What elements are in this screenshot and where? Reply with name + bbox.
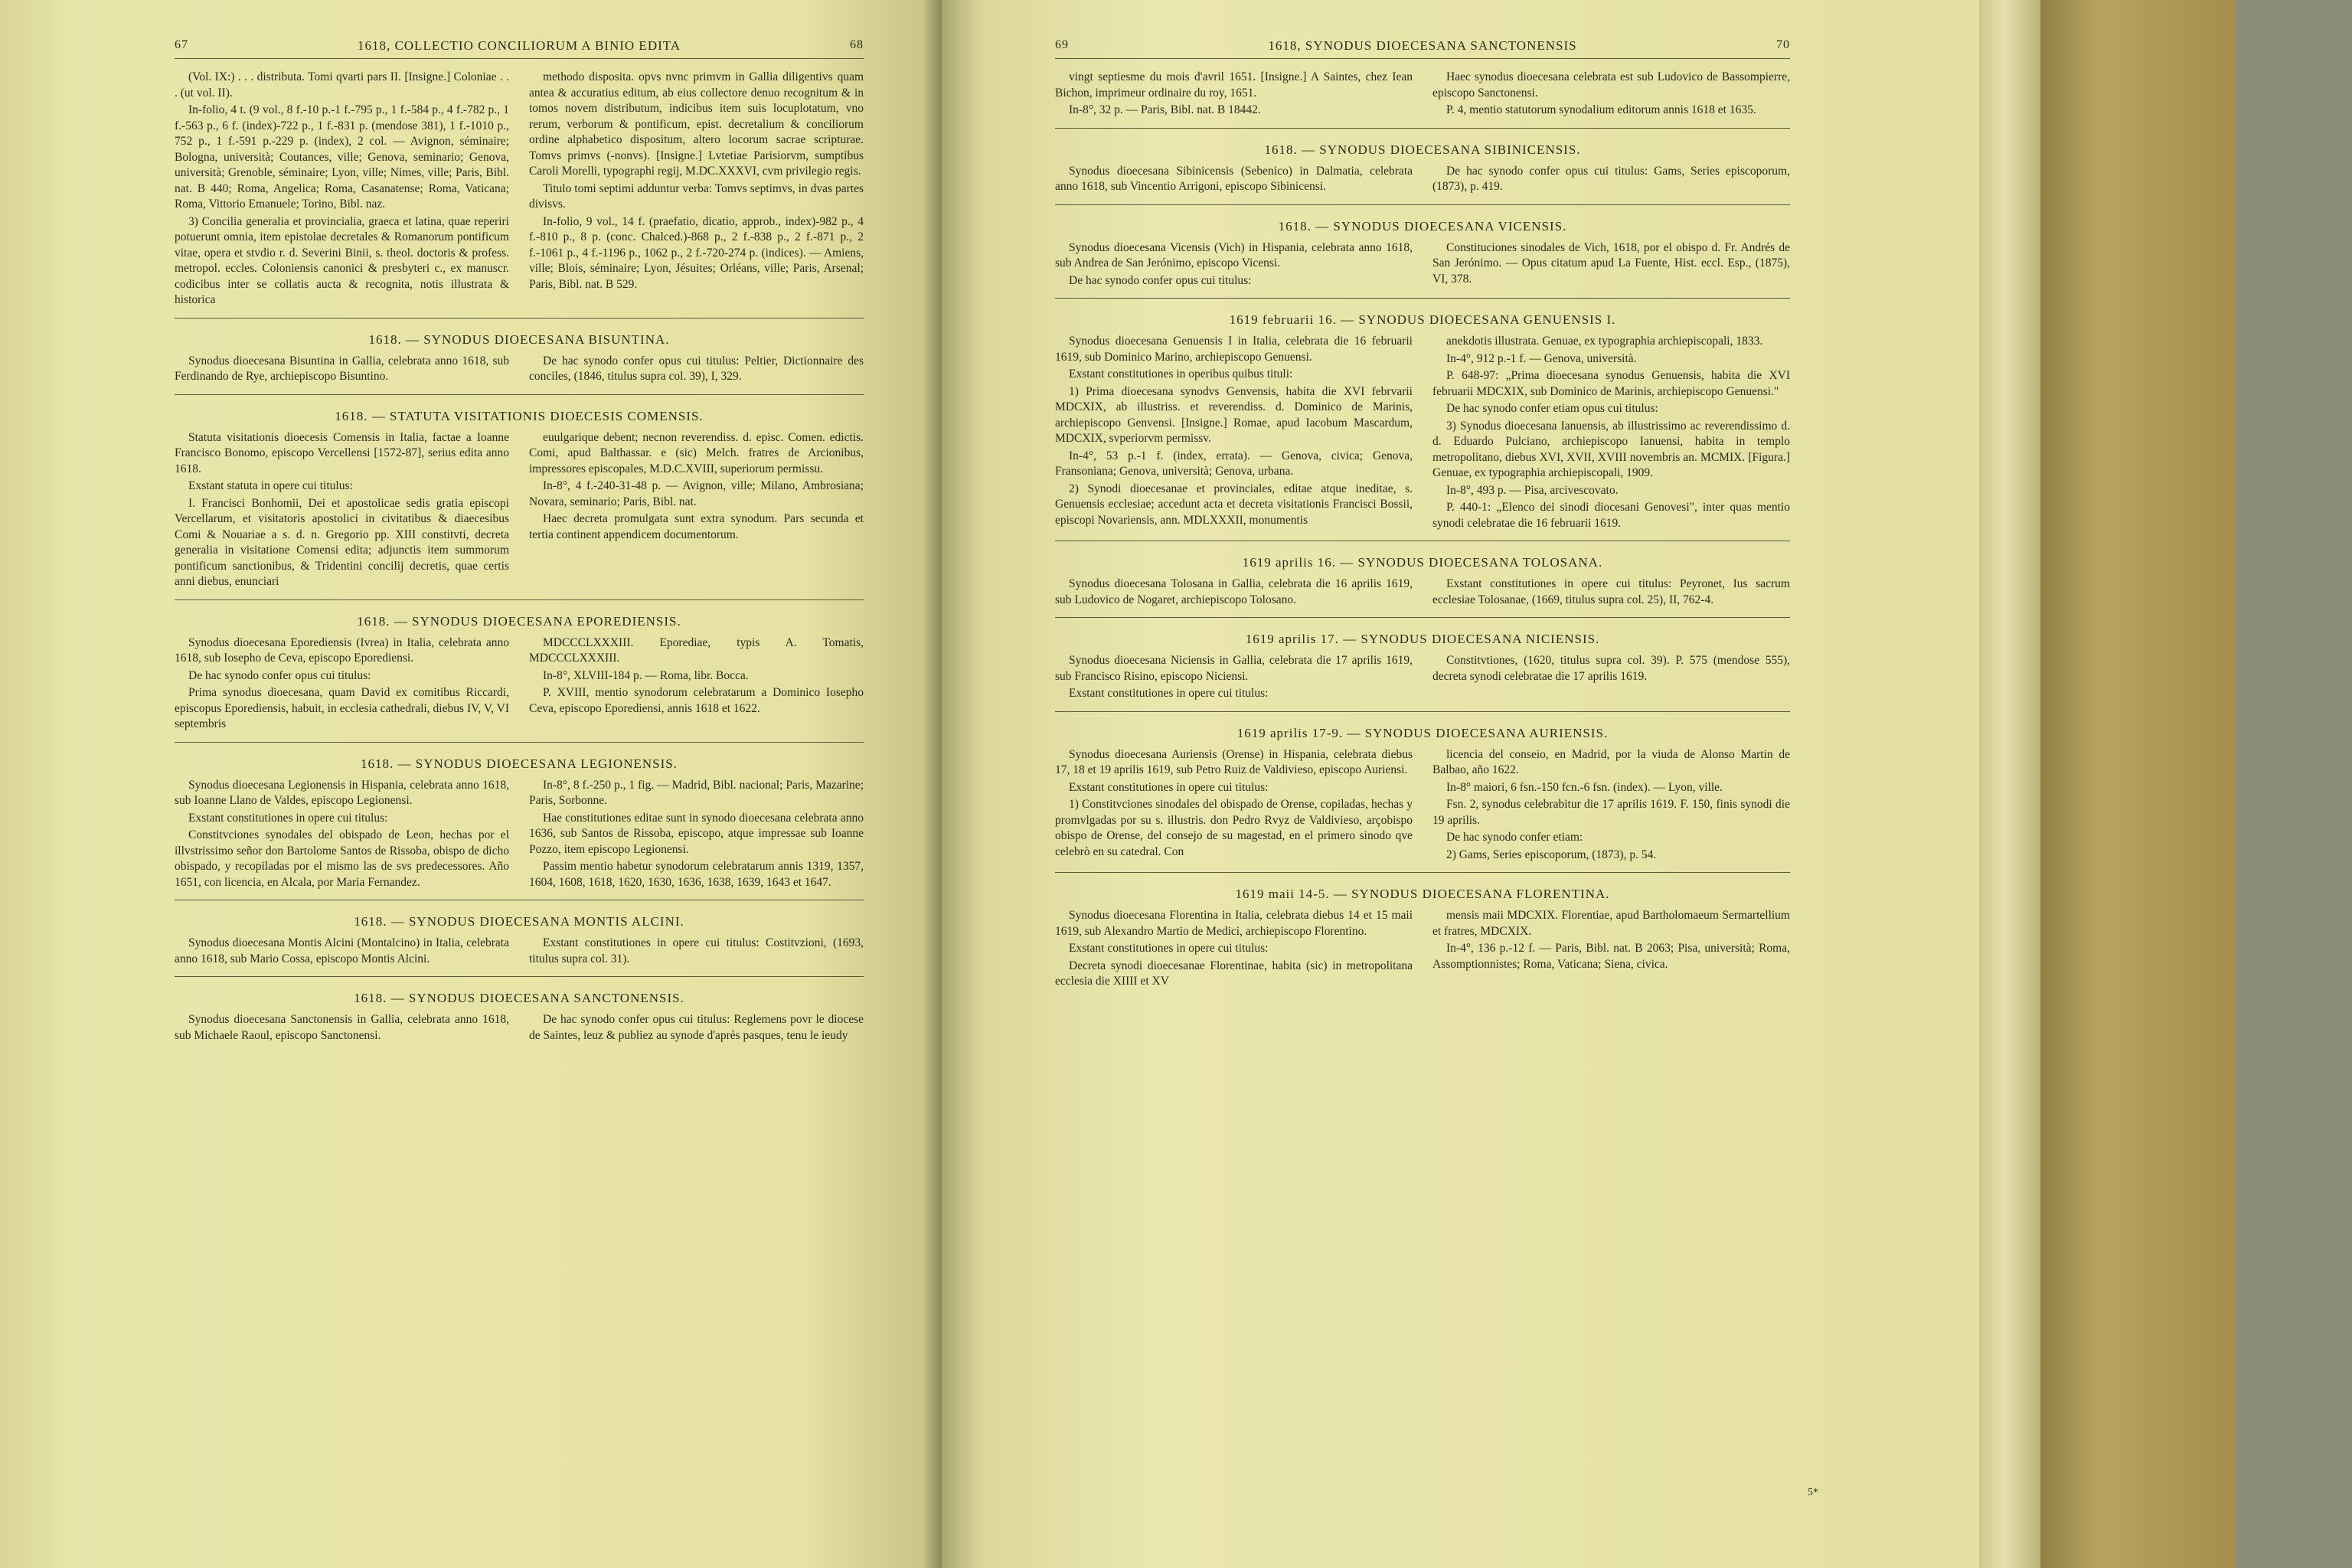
paragraph: Synodus dioecesana Sanctonensis in Gallia, celebrata anno 1618, sub Michaele Raoul, episcopo Sanctonensi.: [175, 1013, 509, 1042]
paragraph: Synodus dioecesana Auriensis (Orense) in Hispania, celebrata diebus 17, 18 et 19 aprilis 1619, sub Petro Ruiz de Valdivieso, episcopo Auriensi.: [1055, 747, 1413, 776]
paragraph: Exstant constitutiones in opere cui titulus:: [188, 811, 388, 825]
section-rule: [175, 976, 864, 977]
paragraph: Statuta visitationis dioecesis Comensis in Italia, factae a Ioanne Francisco Bonomo, episcopo Vercellensi [1572-87], serius edita anno 1618.: [175, 430, 509, 475]
paragraph: Exstant statuta in opere cui titulus:: [188, 479, 353, 492]
paragraph: 1) Constitvciones sinodales del obispado de Orense, copiladas, hechas y promvlgadas por su s. illustris. don Pedro Rvyz de Valdivieso, arçobispo obispo de Orense, del consejo de su magestad, en el primero sinodo qve celebrò en su catedral. Con: [1055, 798, 1413, 858]
entry-column-right: [529, 1012, 864, 1045]
entry-heading: 1618. — STATUTA VISITATIONIS DIOECESIS COMENSIS.: [335, 408, 704, 423]
paragraph: 2) Synodi dioecesanae et provinciales, editae atque ineditae, s. Genuensis ecclesiae; accedunt acta et decreta visitationis Francisci Bossii, episcopi Novariensis, ann. MDLXXXII, monumentis: [1055, 482, 1413, 527]
text-column-left: [175, 70, 509, 310]
paragraph: Synodus dioecesana Eporediensis (Ivrea) in Italia, celebrata anno 1618, sub Iosepho de Ceva, episcopo Eporediensi.: [175, 635, 509, 665]
entry-heading: 1618. — SYNODUS DIOECESANA EPOREDIENSIS.: [357, 613, 681, 629]
signature-mark: 5*: [1808, 1487, 1818, 1498]
page-number: 68: [850, 38, 864, 51]
paragraph: Exstant constitutiones in opere cui titulus: Peyronet, Ius sacrum ecclesiae Tolosanae, (1669, titulus supra col. 25), II, 762-4.: [1432, 577, 1790, 606]
entry-column-right: [1432, 334, 1790, 533]
background-surface: [2236, 0, 2352, 1568]
running-head: [175, 38, 864, 59]
paragraph: De hac synodo confer etiam:: [1446, 831, 1583, 844]
paragraph: I. Francisci Bonhomii, Dei et apostolicae sedis gratia episcopi Vercellarum, et visitatoris apostolici in civitatibus & diaecesibus Comi & Nouariae a s. d. n. Gregorio pp. XIII constitvti, decreta generalia in visitatione Comensi edita; adjunctis item summorum pontificum sanctionibus, & Tridentini concilij decretis, quae certis anni diebus, enunciari: [175, 496, 509, 588]
entry: [175, 756, 864, 893]
entry-column-right: [529, 430, 864, 592]
page-edges: [1979, 0, 2040, 1568]
entry-column-left: [175, 354, 509, 387]
entry-column-left: [1055, 240, 1413, 291]
entry-column-left: [1055, 747, 1413, 865]
paragraph: Haec synodus dioecesana celebrata est sub Ludovico de Bassompierre, episcopo Sanctonensi.: [1432, 70, 1790, 100]
paragraph: Synodus dioecesana Florentina in Italia, celebrata diebus 14 et 15 maii 1619, sub Alexandro Martio de Medici, archiepiscopo Florentino.: [1055, 909, 1413, 938]
paragraph: Constituciones sinodales de Vich, 1618, por el obispo d. Fr. Andrés de San Jerónimo. — Opus citatum apud La Fuente, Hist. eccl. Esp., (1875), VI, 378.: [1432, 240, 1790, 286]
entry-column-right: [1432, 747, 1790, 865]
page-number: 69: [1055, 38, 1069, 51]
paragraph: MDCCCLXXXIII. Eporediae, typis A. Tomatis, MDCCCLXXXIII.: [529, 635, 864, 665]
paragraph: Haec decreta promulgata sunt extra synodum. Pars secunda et tertia continent appendicem documentorum.: [529, 512, 864, 541]
paragraph: In-4°, 53 p.-1 f. (index, errata). — Genova, civica; Genova, Fransoniana; Genova, università; Genova, urbana.: [1055, 449, 1413, 478]
entry: [1055, 632, 1790, 704]
paragraph: Synodus dioecesana Genuensis I in Italia, celebrata die 16 februarii 1619, sub Dominico Marino, archiepiscopo Genuensi.: [1055, 335, 1413, 364]
entry: [175, 332, 864, 387]
entry-heading: 1619 aprilis 17. — SYNODUS DIOECESANA NICIENSIS.: [1245, 632, 1600, 646]
paragraph: licencia del conseio, en Madrid, por la viuda de Alonso Martin de Balbao, año 1622.: [1432, 747, 1790, 776]
paragraph: euulgarique debent; necnon reverendiss. d. episc. Comen. edictis. Comi, apud Balthassar. e (sic) Melch. fratres de Arcionibus, impressores episcopales, M.D.C.XVIII, superiorum permissu.: [529, 430, 864, 475]
entry-column-left: [1055, 334, 1413, 533]
section-rule: [175, 599, 864, 600]
paragraph: De hac synodo confer etiam opus cui titulus:: [1446, 402, 1658, 415]
paragraph: Decreta synodi dioecesanae Florentinae, habita (sic) in metropolitana ecclesia die XIIII et XV: [1055, 959, 1413, 988]
paragraph: Synodus dioecesana Niciensis in Gallia, celebrata die 17 aprilis 1619, sub Francisco Risino, episcopo Niciensi.: [1055, 654, 1413, 683]
paragraph: In-8°, XLVIII-184 p. — Roma, libr. Bocca.: [543, 668, 749, 682]
entry: [175, 991, 864, 1045]
entry-list: [175, 318, 864, 1046]
paragraph: Exstant constitutiones in opere cui titulus:: [1069, 687, 1269, 700]
paragraph: In-8°, 493 p. — Pisa, arcivescovato.: [1446, 483, 1619, 497]
paragraph: De hac synodo confer opus cui titulus: Reglemens povr le diocese de Saintes, leuz & publiez au synode d'après pasques, tenu le ieudy: [529, 1013, 864, 1042]
entry: [1055, 219, 1790, 291]
section-rule: [1055, 128, 1790, 129]
paragraph: In-8°, 8 f.-250 p., 1 fig. — Madrid, Bibl. nacional; Paris, Mazarine; Paris, Sorbonne.: [529, 778, 864, 807]
right-page-content: [1055, 38, 1790, 998]
section-rule: [1055, 298, 1790, 299]
entry: [1055, 726, 1790, 865]
paragraph: 3) Concilia generalia et provincialia, graeca et latina, quae reperiri potuerunt omnia, item epistolae decretales & Romanorum pontificum vitae, opera et stvdio r. d. Severini Binii, s. theol. doctoris & profess. metropol. eccles. Coloniensis canonici & presbyteri c., ex manuscr. codicibus inter se collatis aucta & recognita, notis illustrata & historica: [175, 214, 509, 306]
entry-columns: [1055, 577, 1790, 609]
entry: [1055, 887, 1790, 991]
section-rule: [1055, 872, 1790, 873]
entry-column-left: [175, 635, 509, 734]
entry-column-left: [175, 936, 509, 969]
paragraph: De hac synodo confer opus cui titulus:: [1069, 273, 1252, 287]
text-column-right: [1432, 70, 1790, 120]
entry-column-left: [1055, 164, 1413, 197]
paragraph: Synodus dioecesana Sibinicensis (Sebenico) in Dalmatia, celebrata anno 1618, sub Vincentio Arrigoni, episcopo Sibinicensi.: [1055, 164, 1413, 193]
text-column-right: [529, 70, 864, 310]
entry-column-right: [1432, 577, 1790, 609]
paragraph: Titulo tomi septimi adduntur verba: Tomvs septimvs, in dvas partes divisvs.: [529, 181, 864, 211]
section-rule: [1055, 204, 1790, 205]
entry-columns: [1055, 747, 1790, 865]
entry-column-left: [175, 1012, 509, 1045]
page-number: 70: [1776, 38, 1790, 51]
paragraph: P. 440-1: „Elenco dei sinodi diocesani Genovesi", inter quas mentio synodi celebratae die 16 februarii 1619.: [1432, 501, 1790, 530]
paragraph: vingt septiesme du mois d'avril 1651. [Insigne.] A Saintes, chez Iean Bichon, imprimeur ordinaire du roy, 1651.: [1055, 70, 1413, 100]
paragraph: In-8°, 32 p. — Paris, Bibl. nat. B 18442.: [1069, 103, 1261, 116]
paragraph: Synodus dioecesana Montis Alcini (Montalcino) in Italia, celebrata anno 1618, sub Mario Cossa, episcopo Montis Alcini.: [175, 936, 509, 965]
entry-column-right: [529, 635, 864, 734]
entry-column-left: [175, 430, 509, 592]
paragraph: methodo disposita. opvs nvnc primvm in Gallia diligentivs quam antea & accuratius editum, ab eius collectore denuo recognitum & in tomos novem distributum, indicibus item suis locuplotatum, vno rerum, verborum & pontificum, epist. decretalium & conciliorum ordine alphabetico dispositum, altero locorum sacrae scripturae. Tomvs primvs (-nonvs). [Insigne.] Lvtetiae Parisiorvm, sumptibus Caroli Morelli, typographi regij, M.DC.XXXVI, cvm privilegio regis.: [529, 70, 864, 178]
paragraph: 2) Gams, Series episcoporum, (1873), p. 54.: [1446, 848, 1657, 861]
paragraph: P. XVIII, mentio synodorum celebratarum a Dominico Iosepho Ceva, episcopo Eporediensi, annis 1618 et 1622.: [529, 686, 864, 715]
entry-column-left: [1055, 908, 1413, 991]
left-page: [0, 0, 942, 1568]
text-columns: [175, 70, 864, 310]
section-rule: [1055, 711, 1790, 712]
entry-columns: [175, 430, 864, 592]
paragraph: Synodus dioecesana Bisuntina in Gallia, celebrata anno 1618, sub Ferdinando de Rye, archiepiscopo Bisuntino.: [175, 354, 509, 383]
entry-column-left: [1055, 577, 1413, 609]
paragraph: Constitvtiones, (1620, titulus supra col. 39). P. 575 (mendose 555), decreta synodi celebratae die 17 aprilis 1619.: [1432, 654, 1790, 683]
entry-columns: [175, 354, 864, 387]
paragraph: Constitvciones synodales del obispado de Leon, hechas por el illvstrissimo señor don Bartolome Santos de Rissoba, obispo de dicho obispado, y recopiladas por el mismo las de svs predecessores. Año 1651, con licencia, en Alcala, por Maria Fernandez.: [175, 828, 509, 889]
entry: [175, 409, 864, 592]
entry-heading: 1618. — SYNODUS DIOECESANA SIBINICENSIS.: [1264, 142, 1581, 157]
entry-heading: 1618. — SYNODUS DIOECESANA MONTIS ALCINI.: [354, 914, 684, 929]
entry-column-right: [529, 778, 864, 893]
entry-heading: 1619 februarii 16. — SYNODUS DIOECESANA GENUENSIS I.: [1229, 312, 1616, 327]
entry-columns: [175, 1012, 864, 1045]
paragraph: In-8° maiori, 6 fsn.-150 fcn.-6 fsn. (index). — Lyon, ville.: [1446, 780, 1723, 794]
entry-heading: 1618. — SYNODUS DIOECESANA BISUNTINA.: [368, 332, 670, 347]
entry-column-right: [529, 936, 864, 969]
entry-column-right: [1432, 653, 1790, 704]
paragraph: In-4°, 912 p.-1 f. — Genova, università.: [1446, 351, 1637, 365]
book-cover: [2040, 0, 2236, 1568]
paragraph: In-4°, 136 p.-12 f. — Paris, Bibl. nat. B 2063; Pisa, università; Roma, Assomptionnistes; Roma, Vaticana; Siena, civica.: [1432, 942, 1790, 971]
entry: [1055, 312, 1790, 533]
paragraph: Synodus dioecesana Vicensis (Vich) in Hispania, celebrata anno 1618, sub Andrea de San Jerónimo, episcopo Vicensi.: [1055, 240, 1413, 270]
entry-columns: [175, 778, 864, 893]
entry-column-right: [1432, 240, 1790, 291]
entry-heading: 1618. — SYNODUS DIOECESANA SANCTONENSIS.: [354, 991, 684, 1005]
entry-columns: [175, 936, 864, 969]
entry-columns: [1055, 908, 1790, 991]
entry-column-left: [175, 778, 509, 893]
entry-heading: 1618. — SYNODUS DIOECESANA LEGIONENSIS.: [361, 756, 678, 771]
right-page: [942, 0, 1979, 1568]
paragraph: (Vol. IX:) . . . distributa. Tomi qvarti pars II. [Insigne.] Coloniae . . . (ut vol. II).: [175, 70, 509, 100]
paragraph: mensis maii MDCXIX. Florentiae, apud Bartholomaeum Sermartellium et fratres, MDCXIX.: [1432, 909, 1790, 938]
running-head: [1055, 38, 1790, 59]
paragraph: In-8°, 4 f.-240-31-48 p. — Avignon, ville; Milano, Ambrosiana; Novara, seminario; Paris, Bibl. nat.: [529, 479, 864, 508]
paragraph: P. 648-97: „Prima dioecesana synodus Genuensis, habita die XVI februarii MDCXIX, sub Dominico de Marinis, archiepiscopo Genuensi.": [1432, 369, 1790, 398]
entry-columns: [1055, 164, 1790, 197]
entry-heading: 1619 aprilis 16. — SYNODUS DIOECESANA TOLOSANA.: [1242, 555, 1603, 570]
paragraph: Exstant constitutiones in opere cui titulus: Costitvzioni, (1693, titulus supra col. 31).: [529, 936, 864, 965]
section-rule: [1055, 617, 1790, 618]
paragraph: Prima synodus dioecesana, quam David ex comitibus Riccardi, episcopus Eporediensis, habuit, in ecclesia cathedrali, diebus IV, V, VI septembris: [175, 686, 509, 730]
text-columns: [1055, 70, 1790, 120]
paragraph: Passim mentio habetur synodorum celebratarum annis 1319, 1357, 1604, 1608, 1618, 1620, 1630, 1636, 1638, 1639, 1643 et 1647.: [529, 860, 864, 889]
running-title: 1618, SYNODUS DIOECESANA SANCTONENSIS: [1268, 38, 1577, 53]
paragraph: Hae constitutiones editae sunt in synodo dioecesana celebrata anno 1636, sub Santos de Rissoba, episcopo, atque impressae sub Ioanne Pozzo, item episcopo Legionensi.: [529, 811, 864, 856]
entry-list: [1055, 128, 1790, 991]
entry-column-right: [1432, 164, 1790, 197]
paragraph: De hac synodo confer opus cui titulus:: [188, 668, 371, 682]
entry: [175, 914, 864, 969]
paragraph: In-folio, 9 vol., 14 f. (praefatio, dicatio, approb., index)-982 p., 4 f.-810 p., 8 p. (conc. Chalced.)-868 p., 2 f.-838 p., 2 f.-871 p., 2 f.-1061 p., 4 f.-1196 p., 1062 p., 2 f.-720-274 p. (indices). — Amiens, ville; Blois, séminaire; Lyon, Jésuites; Orléans, ville; Paris, Arsenal; Paris, Bibl. nat. B 529.: [529, 214, 864, 291]
entry-columns: [1055, 240, 1790, 291]
entry-column-right: [529, 354, 864, 387]
entry: [1055, 142, 1790, 197]
paragraph: 1) Prima dioecesana synodvs Genvensis, habita die XVI febrvarii MDCXIX, ab illustriss. et reverendiss. d. Dominico de Marinis, archiepiscopo Genvensi. [Insigne.] Romae, apud Iacobum Mascardum, MDCXIX, svperiorvm permissv.: [1055, 384, 1413, 445]
entry-columns: [1055, 653, 1790, 704]
entry: [1055, 555, 1790, 609]
entry-column-right: [1432, 908, 1790, 991]
paragraph: De hac synodo confer opus cui titulus: Gams, Series episcoporum, (1873), p. 419.: [1432, 164, 1790, 193]
entry-heading: 1618. — SYNODUS DIOECESANA VICENSIS.: [1278, 218, 1567, 234]
left-page-content: [175, 38, 864, 1051]
section-rule: [175, 742, 864, 743]
entry-columns: [1055, 334, 1790, 533]
paragraph: P. 4, mentio statutorum synodalium editorum annis 1618 et 1635.: [1446, 103, 1756, 116]
entry: [175, 614, 864, 734]
paragraph: anekdotis illustrata. Genuae, ex typographia archiepiscopali, 1833.: [1446, 335, 1763, 348]
entry-column-left: [1055, 653, 1413, 704]
entry-columns: [175, 635, 864, 734]
text-column-left: [1055, 70, 1413, 120]
paragraph: Synodus dioecesana Tolosana in Gallia, celebrata die 16 aprilis 1619, sub Ludovico de Nogaret, archiepiscopo Tolosano.: [1055, 577, 1413, 606]
running-title: 1618, COLLECTIO CONCILIORUM A BINIO EDITA: [357, 38, 681, 53]
paragraph: Exstant constitutiones in opere cui titulus:: [1069, 780, 1269, 794]
page-number: 67: [175, 38, 188, 51]
paragraph: Fsn. 2, synodus celebrabitur die 17 aprilis 1619. F. 150, finis synodi die 19 aprilis.: [1432, 798, 1790, 827]
paragraph: Exstant constitutiones in operibus quibus tituli:: [1069, 368, 1293, 381]
entry-heading: 1619 maii 14-5. — SYNODUS DIOECESANA FLORENTINA.: [1235, 887, 1610, 901]
entry-heading: 1619 aprilis 17-9. — SYNODUS DIOECESANA AURIENSIS.: [1236, 725, 1609, 740]
paragraph: Exstant constitutiones in opere cui titulus:: [1069, 942, 1269, 955]
section-rule: [175, 394, 864, 395]
paragraph: Synodus dioecesana Legionensis in Hispania, celebrata anno 1618, sub Ioanne Llano de Valdes, episcopo Legionensi.: [175, 778, 509, 807]
paragraph: De hac synodo confer opus cui titulus: Peltier, Dictionnaire des conciles, (1846, titulus supra col. 39), I, 329.: [529, 354, 864, 383]
paragraph: 3) Synodus dioecesana Ianuensis, ab illustrissimo ac reverendissimo d. d. Eduardo Pulciano, archiepiscopo Ianuensi, habita in templo metropolitano, diebus XVI, XVII, XVIII novembris an. MCMIX. [Figura.] Genuae, ex typographia archiepiscopali, 1909.: [1432, 419, 1790, 479]
paragraph: In-folio, 4 t. (9 vol., 8 f.-10 p.-1 f.-795 p., 1 f.-584 p., 4 f.-782 p., 1 f.-563 p., 6 f. (index)-722 p., 1 f.-831 p. (mendose 381), 1 f.-1010 p., 752 p., 1 f.-591 p.-229 p. (index), 2 col. — Avignon, séminaire; Bologna, università; Coutances, ville; Genova, seminario; Genova, università; Grenoble, séminaire; Lyon, ville; Nimes, ville; Paris, Bibl. nat. B 440; Roma, Angelica; Roma, Casanatense; Roma, Vaticana; Roma, Vittorio Emanuele; Torino, Bibl. naz.: [175, 103, 509, 211]
